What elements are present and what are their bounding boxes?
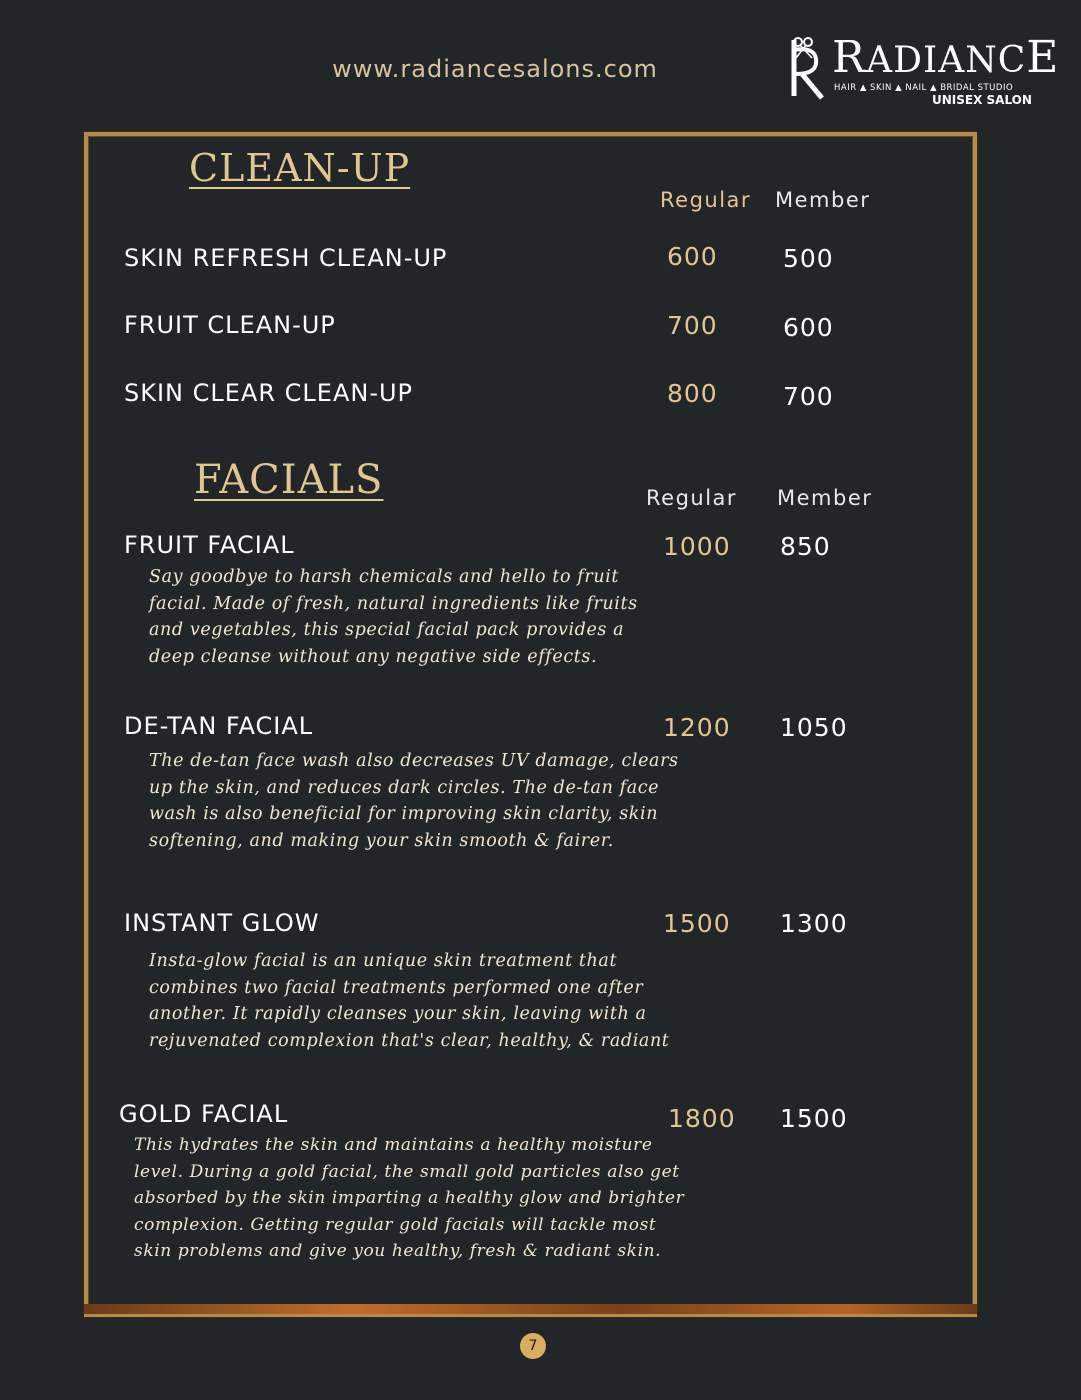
facial-item-member-price: 850	[780, 532, 831, 561]
facial-item-regular-price: 1000	[663, 532, 731, 561]
facials-regular-header: Regular	[646, 486, 738, 510]
cleanup-item-regular-price: 600	[667, 242, 718, 271]
logo-tagline: HAIR ▲ SKIN ▲ NAIL ▲ BRIDAL STUDIO	[834, 83, 1014, 93]
logo-wordmark: RADIANCE	[832, 32, 1060, 83]
scissors-r-logo-icon	[788, 36, 836, 102]
cleanup-item-name: SKIN REFRESH CLEAN-UP	[124, 244, 448, 272]
facial-item-name: GOLD FACIAL	[119, 1100, 289, 1128]
cleanup-item-regular-price: 800	[667, 379, 718, 408]
facials-title: FACIALS	[194, 457, 384, 503]
facial-item-regular-price: 1500	[663, 909, 731, 938]
facial-item-description: Say goodbye to harsh chemicals and hello to fruit facial. Made of fresh, natural ingredients like fruits and vegetables, this special facial pack provides a deep cleanse without any negative side effects.	[149, 567, 638, 667]
facial-item-regular-price: 1200	[663, 713, 731, 742]
cleanup-member-header: Member	[775, 188, 871, 212]
facial-item-description: This hydrates the skin and maintains a healthy moisture level. During a gold facial, the small gold particles also get absorbed by the skin imparting a healthy glow and brighter complexion. Getting regular gold facials will tackle most skin problems and give you healthy, fresh & radiant skin.	[134, 1135, 685, 1261]
copper-frame-edge	[84, 1304, 977, 1314]
website-url[interactable]: www.radiancesalons.com	[332, 55, 658, 83]
cleanup-item-regular-price: 700	[667, 311, 718, 340]
facial-item-description: Insta-glow facial is an unique skin treatment that combines two facial treatments performed one after another. It rapidly cleanses your skin, leaving with a rejuvenated complexion that's clear, healthy, & radiant	[149, 951, 670, 1051]
cleanup-item-name: FRUIT CLEAN-UP	[124, 311, 336, 339]
cleanup-item-member-price: 600	[783, 313, 834, 342]
cleanup-item-member-price: 500	[783, 244, 834, 273]
facial-item-member-price: 1500	[780, 1104, 848, 1133]
facial-item-regular-price: 1800	[668, 1104, 736, 1133]
facial-item-name: DE-TAN FACIAL	[124, 712, 314, 740]
cleanup-title: CLEAN-UP	[189, 146, 411, 190]
facial-item-member-price: 1050	[780, 713, 848, 742]
facial-item-member-price: 1300	[780, 909, 848, 938]
page-number: 7	[520, 1333, 546, 1359]
cleanup-item-name: SKIN CLEAR CLEAN-UP	[124, 379, 414, 407]
facial-item-description: The de-tan face wash also decreases UV damage, clears up the skin, and reduces dark circles. The de-tan face wash is also beneficial for improving skin clarity, skin softening, and making your skin smooth & fairer.	[149, 751, 679, 851]
radiance-logo	[788, 32, 1060, 114]
facials-member-header: Member	[777, 486, 873, 510]
logo-subtitle: UNISEX SALON	[932, 93, 1032, 107]
cleanup-item-member-price: 700	[783, 382, 834, 411]
cleanup-regular-header: Regular	[660, 188, 752, 212]
facial-item-name: FRUIT FACIAL	[124, 531, 295, 559]
facial-item-name: INSTANT GLOW	[124, 909, 320, 937]
